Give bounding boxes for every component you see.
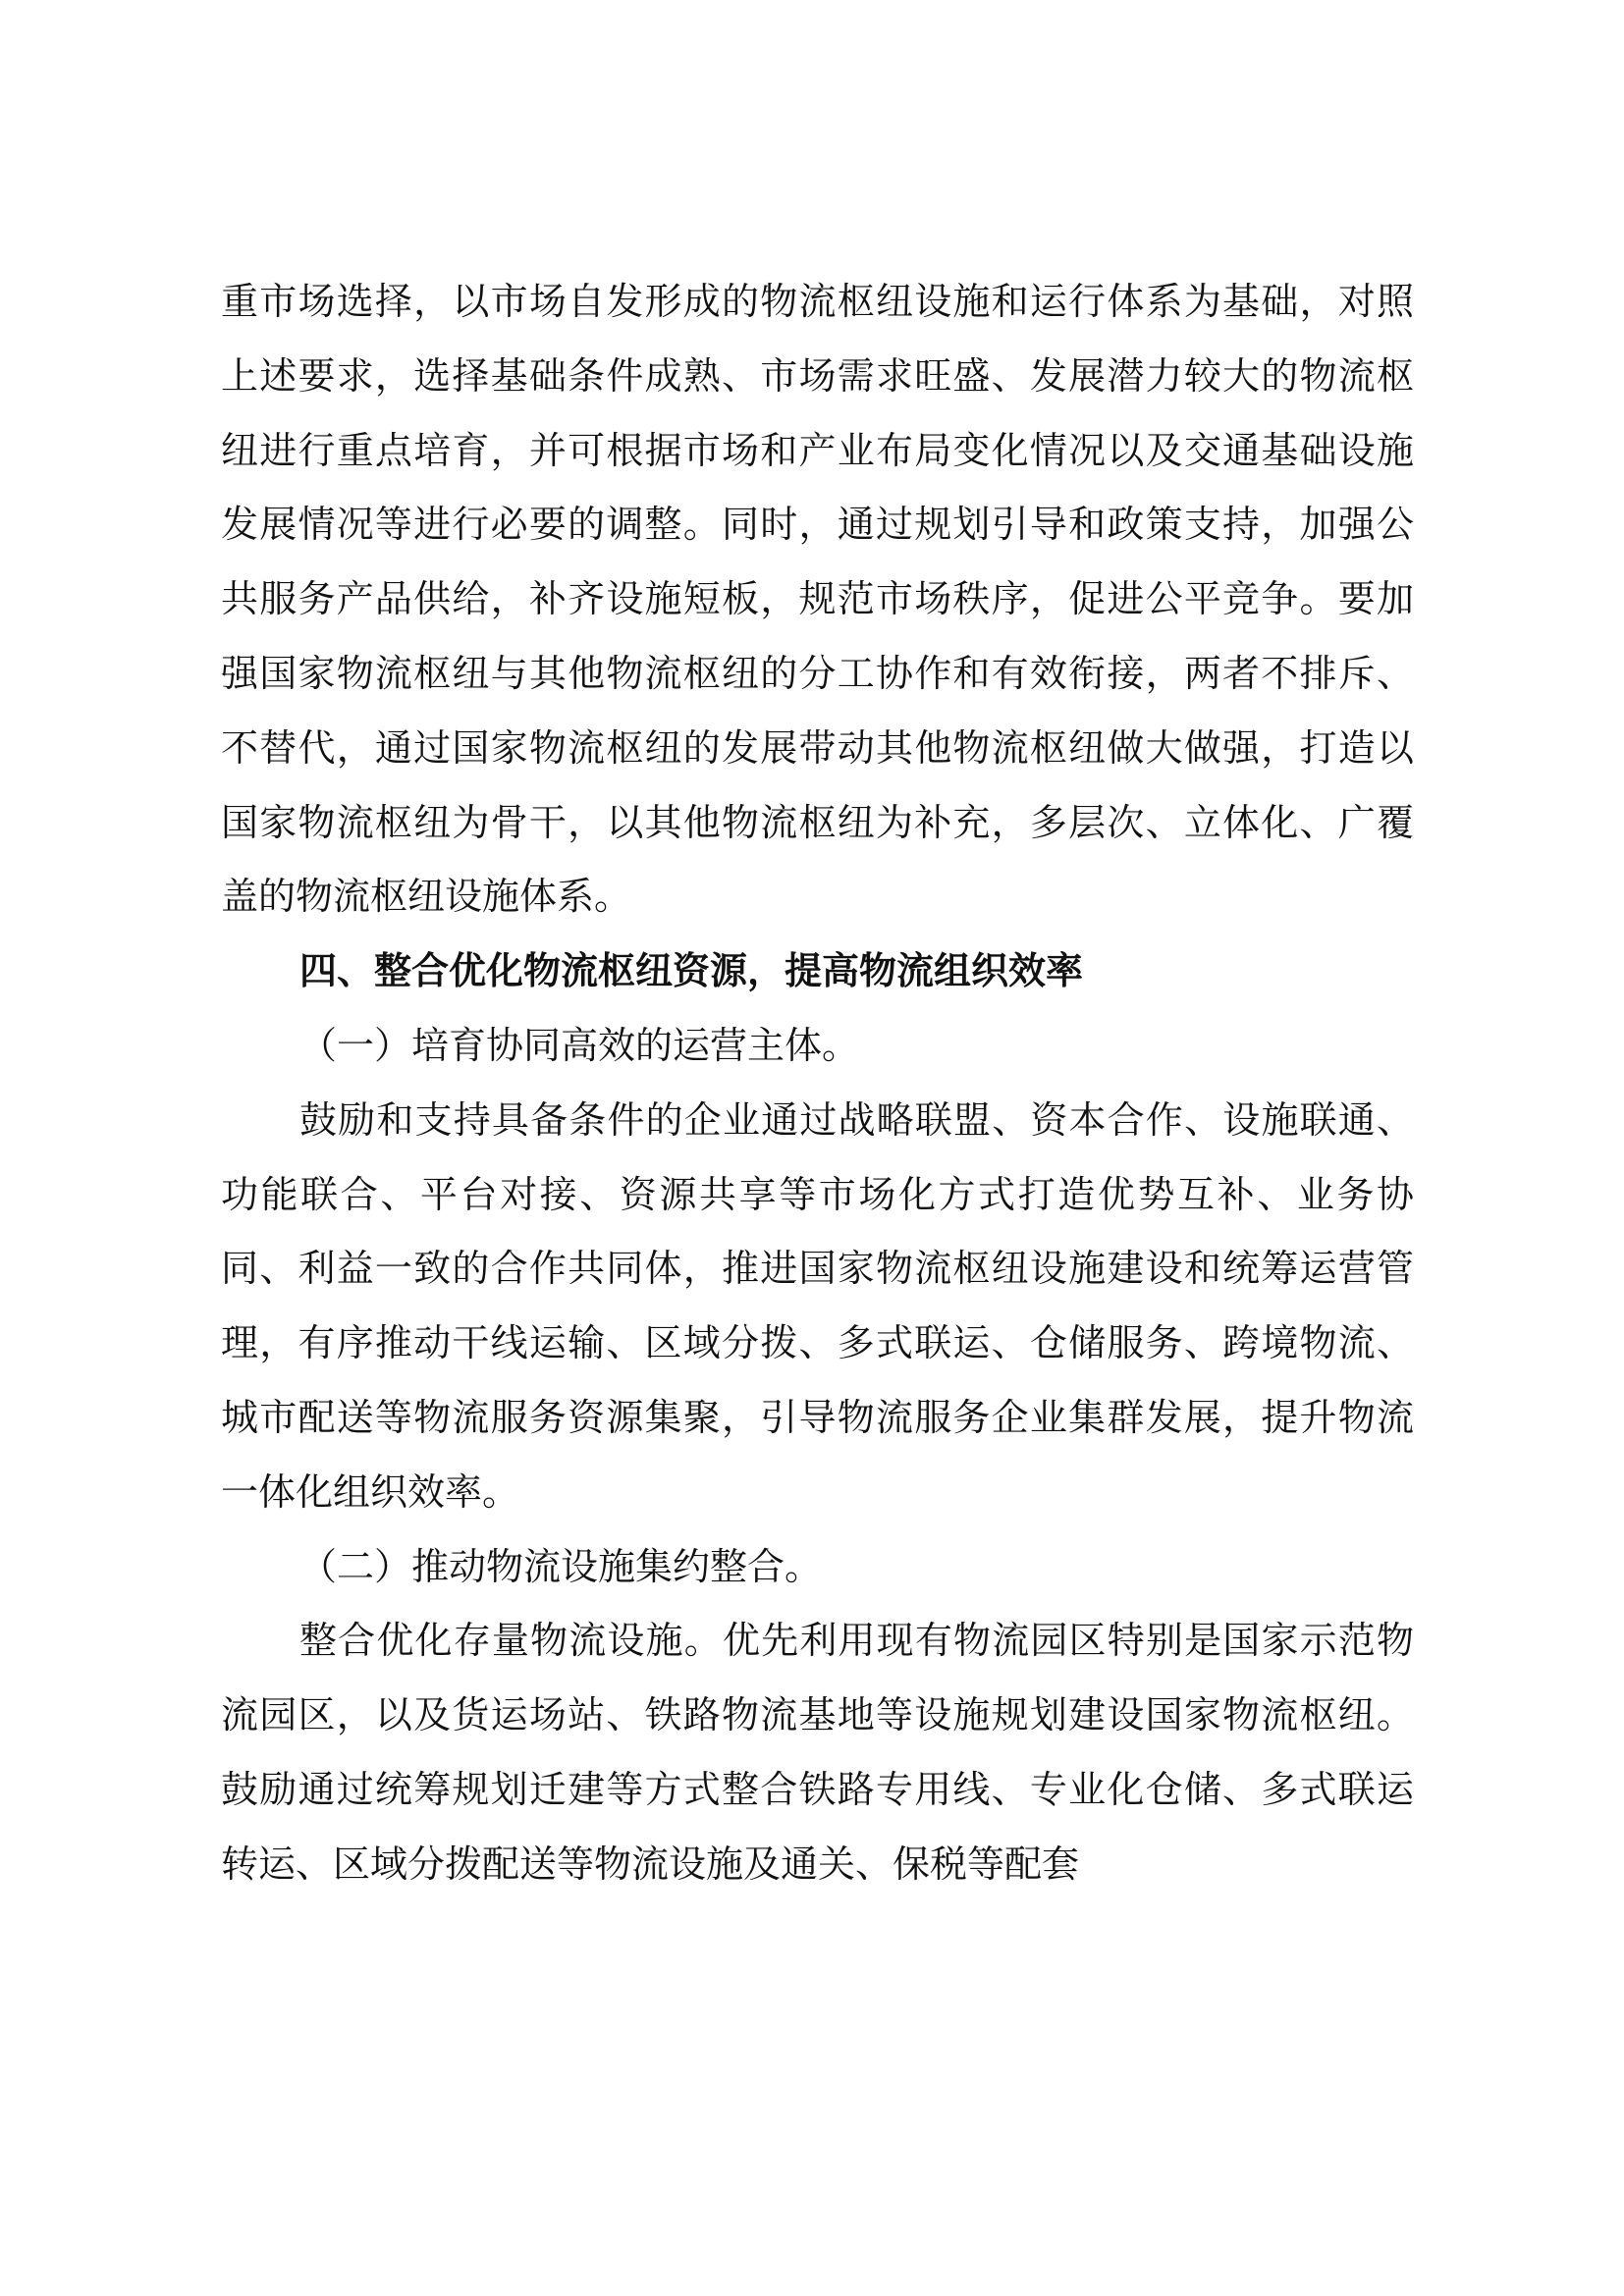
subsection-heading-1: （一）培育协同高效的运营主体。 (299, 1023, 860, 1067)
paragraph-facilities: 整合优化存量物流设施。优先利用现有物流园区特别是国家示范物流园区，以及货运场站、铁路物流基地等设施规划建设国家物流枢纽。鼓励通过统筹规划迁建等方式整合铁路专用线、专业化仓储、多式联运转运、区域分拨配送等物流设施及通关、保税等配套 (221, 1619, 1414, 1886)
subsection-heading-2: （二）推动物流设施集约整合。 (299, 1544, 823, 1588)
section-heading: 四、整合优化物流枢纽资源，提高物流组织效率 (299, 949, 1084, 993)
document-body (221, 265, 1414, 1902)
paragraph-operators: 鼓励和支持具备条件的企业通过战略联盟、资本合作、设施联通、功能联合、平台对接、资源共享等市场化方式打造优势互补、业务协同、利益一致的合作共同体，推进国家物流枢纽设施建设和统筹运营管理，有序推动干线运输、区域分拨、多式联运、仓储服务、跨境物流、城市配送等物流服务资源集聚，引导物流服务企业集群发展，提升物流一体化组织效率。 (221, 1097, 1414, 1514)
paragraph-continuation: 重市场选择，以市场自发形成的物流枢纽设施和运行体系为基础，对照上述要求，选择基础条件成熟、市场需求旺盛、发展潜力较大的物流枢纽进行重点培育，并可根据市场和产业布局变化情况以及交通基础设施发展情况等进行必要的调整。同时，通过规划引导和政策支持，加强公共服务产品供给，补齐设施短板，规范市场秩序，促进公平竞争。要加强国家物流枢纽与其他物流枢纽的分工协作和有效衔接，两者不排斥、不替代，通过国家物流枢纽的发展带动其他物流枢纽做大做强，打造以国家物流枢纽为骨干，以其他物流枢纽为补充，多层次、立体化、广覆盖的物流枢纽设施体系。 (221, 280, 1414, 919)
